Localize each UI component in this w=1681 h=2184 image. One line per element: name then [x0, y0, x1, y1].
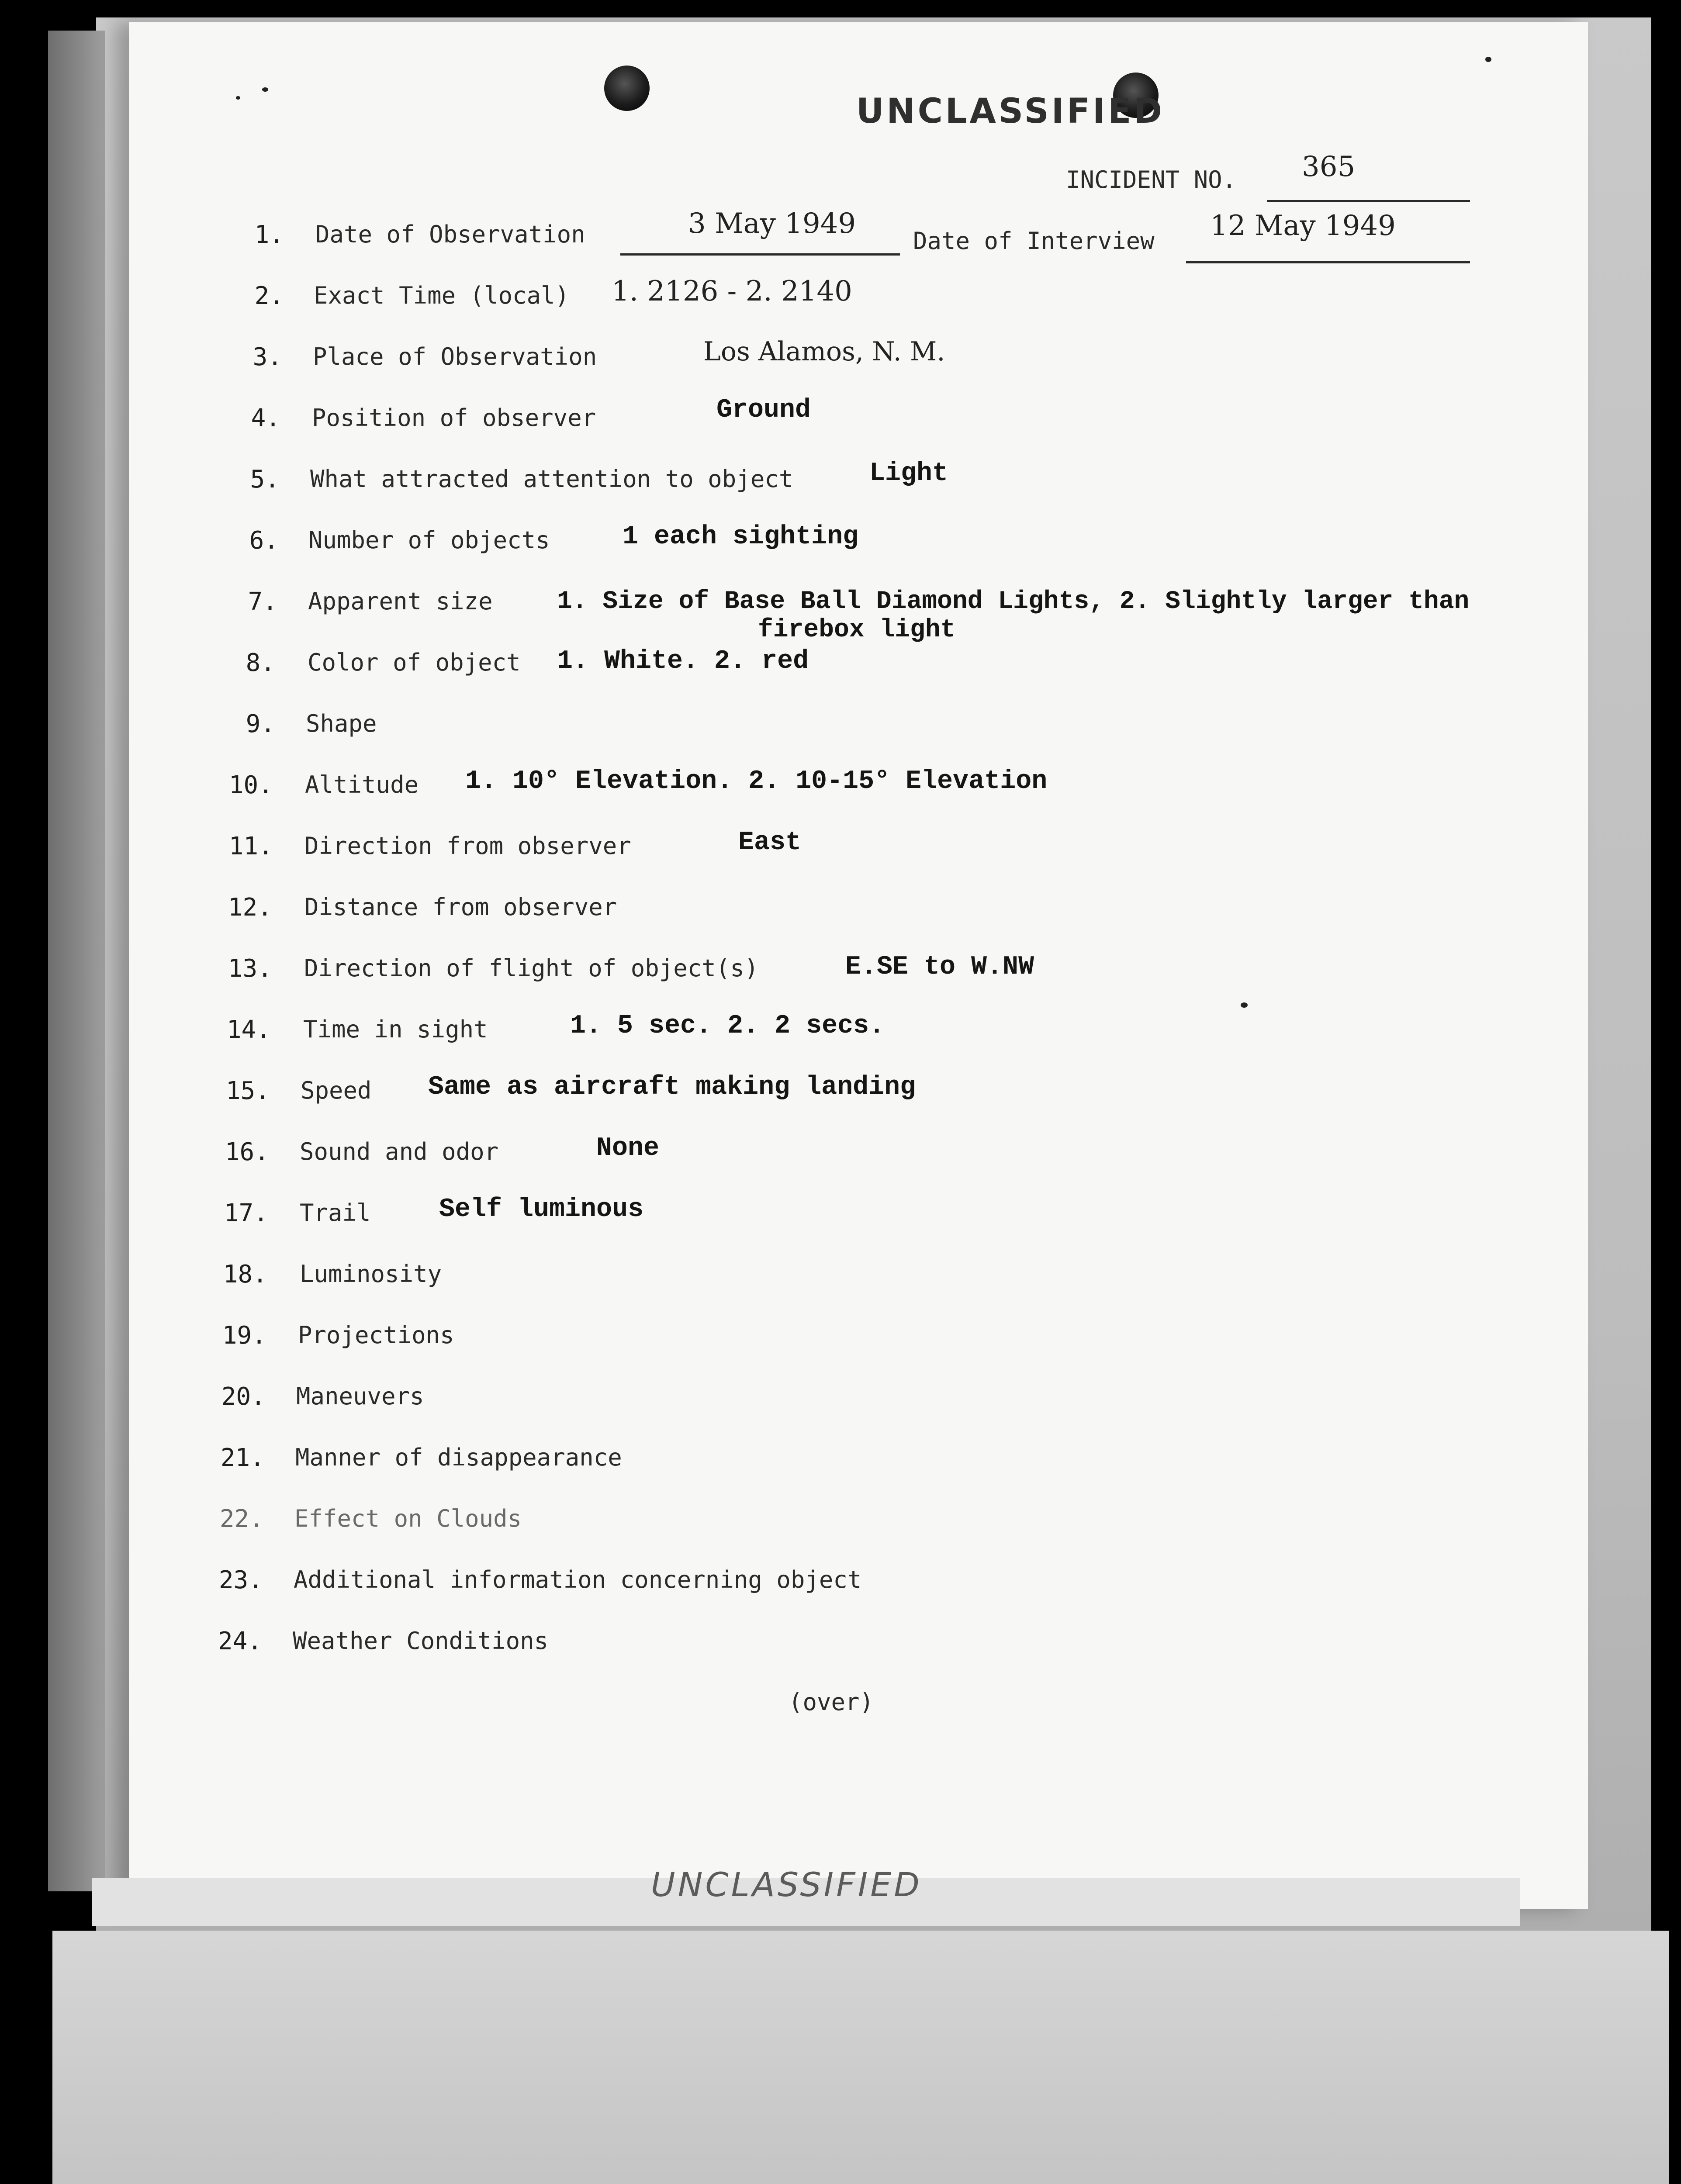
item-number: 21. [220, 1444, 265, 1472]
item-label: Maneuvers [296, 1382, 424, 1410]
item-label: Position of observer [312, 404, 596, 432]
item-answer: 1. Size of Base Ball Diamond Lights, 2. Slightly larger than [557, 587, 1470, 616]
item-answer: Self luminous [439, 1195, 644, 1224]
item-label: Time in sight [303, 1016, 488, 1043]
incident-underline [1267, 200, 1470, 202]
item-answer: 1 each sighting [623, 522, 859, 552]
item-label: Apparent size [308, 587, 493, 615]
item-label: What attracted attention to object [310, 465, 793, 493]
item-number: 3. [252, 343, 282, 371]
item-answer: 1. 2126 - 2. 2140 [612, 275, 852, 308]
item-number: 7. [248, 587, 277, 616]
item-number: 23. [218, 1566, 263, 1594]
item-number: 1. [254, 221, 284, 249]
item-number: 4. [251, 404, 280, 432]
interview-date-underline [1186, 261, 1470, 263]
classification-stamp-bottom: UNCLASSIFIED [651, 1865, 922, 1904]
item-answer: E.SE to W.NW [845, 952, 1034, 982]
item-label: Exact Time (local) [314, 282, 570, 309]
item-number: 19. [222, 1321, 266, 1350]
item-label: Additional information concerning object [294, 1566, 862, 1593]
item-number: 24. [218, 1627, 262, 1655]
item-label: Color of object [308, 649, 521, 676]
item-label: Distance from observer [304, 893, 617, 921]
item-label: Weather Conditions [293, 1627, 549, 1655]
scan-speck [236, 96, 240, 100]
scan-speck [1241, 1002, 1248, 1008]
over-note: (over) [789, 1688, 874, 1716]
item-label: Manner of disappearance [295, 1444, 622, 1471]
item-answer: Ground [716, 395, 811, 425]
item-answer: 1. 10° Elevation. 2. 10-15° Elevation [465, 767, 1048, 796]
punch-hole-left [604, 66, 650, 111]
item-answer: Same as aircraft making landing [428, 1072, 916, 1102]
item-label: Luminosity [300, 1260, 442, 1288]
item-label: Altitude [305, 771, 419, 798]
scan-bottom-shadow [52, 1931, 1669, 2184]
observation-date: 3 May 1949 [688, 207, 856, 240]
item-number: 22. [219, 1505, 264, 1533]
item-label: Shape [306, 710, 377, 737]
item-label: Effect on Clouds [294, 1505, 522, 1532]
item-number: 13. [228, 954, 272, 983]
observation-date-underline [620, 253, 900, 256]
item-label: Sound and odor [300, 1138, 499, 1165]
item-number: 8. [246, 649, 275, 677]
item-answer: East [738, 828, 802, 857]
item-number: 12. [228, 893, 272, 922]
incident-number: 365 [1302, 151, 1356, 183]
item-label: Date of Observation [315, 221, 585, 248]
item-label: Speed [301, 1077, 372, 1104]
scan-speck [1485, 57, 1491, 62]
item-number: 17. [224, 1199, 268, 1227]
item-label: Place of Observation [313, 343, 597, 370]
scan-speck [262, 87, 268, 92]
item-answer: Light [869, 459, 948, 488]
item-label: Direction of flight of object(s) [304, 954, 759, 982]
item-answer: Los Alamos, N. M. [703, 336, 945, 367]
scan-left-shadow [48, 31, 105, 1891]
item-answer: None [596, 1133, 660, 1163]
item-label: Direction from observer [304, 832, 631, 860]
item-number: 15. [225, 1077, 270, 1105]
classification-stamp-top: UNCLASSIFIED [856, 92, 1165, 131]
item-number: 11. [228, 832, 273, 860]
item-number: 20. [221, 1382, 266, 1411]
incident-label: INCIDENT NO. [1066, 166, 1237, 194]
item-number: 16. [225, 1138, 269, 1166]
item-label: Trail [300, 1199, 371, 1227]
item-answer: 1. White. 2. red [557, 646, 809, 676]
item-number: 18. [223, 1260, 267, 1289]
item-answer-continued: firebox light [758, 616, 956, 644]
item-label: Number of objects [308, 526, 550, 554]
item-number: 6. [249, 526, 279, 555]
item-number: 10. [228, 771, 273, 799]
item-number: 2. [254, 282, 284, 310]
item-answer: 1. 5 sec. 2. 2 secs. [570, 1011, 885, 1041]
interview-date: 12 May 1949 [1210, 210, 1396, 242]
interview-date-label: Date of Interview [913, 227, 1155, 255]
item-number: 14. [226, 1016, 271, 1044]
item-label: Projections [298, 1321, 454, 1349]
item-number: 9. [246, 710, 275, 738]
item-number: 5. [250, 465, 280, 494]
